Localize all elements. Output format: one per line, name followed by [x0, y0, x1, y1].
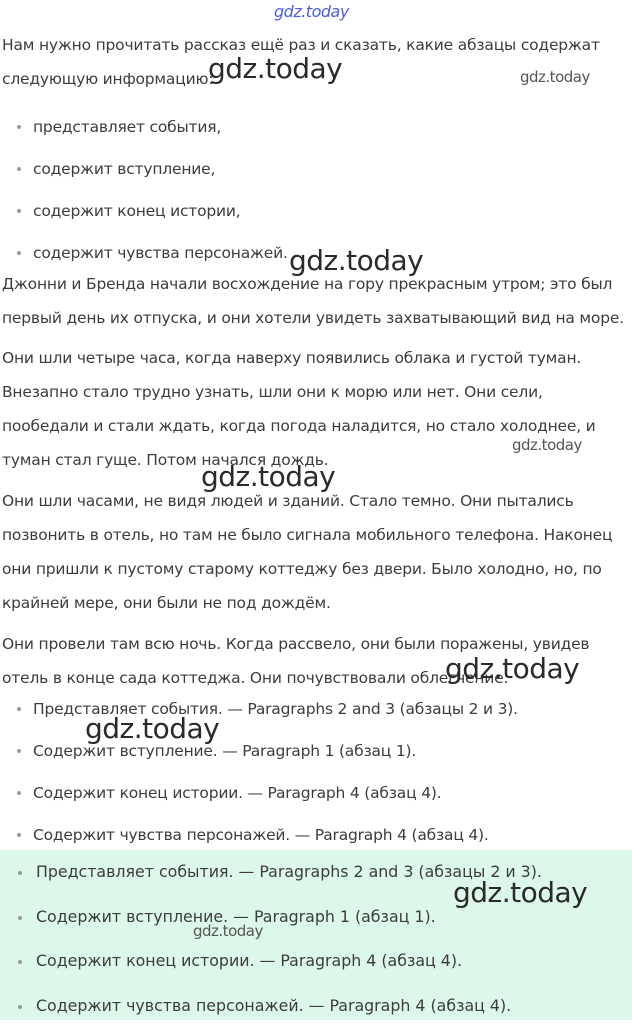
watermark: gdz.today	[201, 460, 335, 493]
watermark: gdz.today	[512, 436, 582, 454]
list-item: Представляет события. — Paragraphs 2 and 3 (абзацы 2 и 3).	[0, 688, 632, 730]
watermark: gdz.today	[193, 922, 263, 940]
list-item: содержит конец истории,	[0, 190, 632, 232]
story-paragraph-2	[0, 341, 632, 477]
task-list	[0, 106, 632, 274]
task-intro-text: Нам нужно прочитать рассказ ещё раз и сказать, какие абзацы содержат следующую информацию:	[0, 28, 632, 96]
watermark-top: gdz.today	[274, 2, 349, 21]
list-item: Содержит чувства персонажей. — Paragraph 4 (абзац 4).	[0, 814, 632, 856]
list-item: Содержит конец истории. — Paragraph 4 (абзац 4).	[0, 772, 632, 814]
list-item: Содержит чувства персонажей. — Paragraph 4 (абзац 4).	[0, 984, 632, 1028]
story-paragraph-1	[0, 267, 632, 335]
list-item: Представляет события. — Paragraphs 2 and 3 (абзацы 2 и 3).	[0, 850, 632, 895]
list-item: представляет события,	[0, 106, 632, 148]
watermark: gdz.today	[520, 68, 590, 86]
final-answer-box	[0, 850, 632, 1020]
watermark: gdz.today	[445, 652, 579, 685]
watermark: gdz.today	[85, 712, 219, 745]
paragraph-text: Они шли часами, не видя людей и зданий. Стало темно. Они пытались позвонить в отель, но там не было сигнала мобильного телефона. Наконец они пришли к пустому старому коттеджу без двери. Было холодно, но, по крайней мере, они были не под дождём.	[0, 484, 632, 620]
paragraph-text: Джонни и Бренда начали восхождение на гору прекрасным утром; это был первый день их отпуска, и они хотели увидеть захватывающий вид на море.	[0, 267, 632, 335]
story-paragraph-3	[0, 484, 632, 620]
answer-list	[0, 688, 632, 856]
list-item: Содержит вступление. — Paragraph 1 (абзац 1).	[0, 730, 632, 772]
list-item: Содержит конец истории. — Paragraph 4 (абзац 4).	[0, 939, 632, 984]
watermark: gdz.today	[289, 244, 423, 277]
paragraph-text: Они провели там всю ночь. Когда рассвело, они были поражены, увидев отель в конце сада коттеджа. Они почувствовали облегчение.	[0, 627, 632, 695]
task-intro	[0, 28, 632, 96]
watermark: gdz.today	[453, 876, 587, 909]
watermark: gdz.today	[208, 52, 342, 85]
list-item: Содержит вступление. — Paragraph 1 (абзац 1).	[0, 895, 632, 940]
list-item: содержит чувства персонажей.	[0, 232, 632, 274]
paragraph-text: Они шли четыре часа, когда наверху появились облака и густой туман. Внезапно стало трудно узнать, шли они к морю или нет. Они сели, пообедали и стали ждать, когда погода наладится, но стало холоднее, и туман стал гуще. Потом начался дождь.	[0, 341, 632, 477]
list-item: содержит вступление,	[0, 148, 632, 190]
story-paragraph-4	[0, 627, 632, 695]
